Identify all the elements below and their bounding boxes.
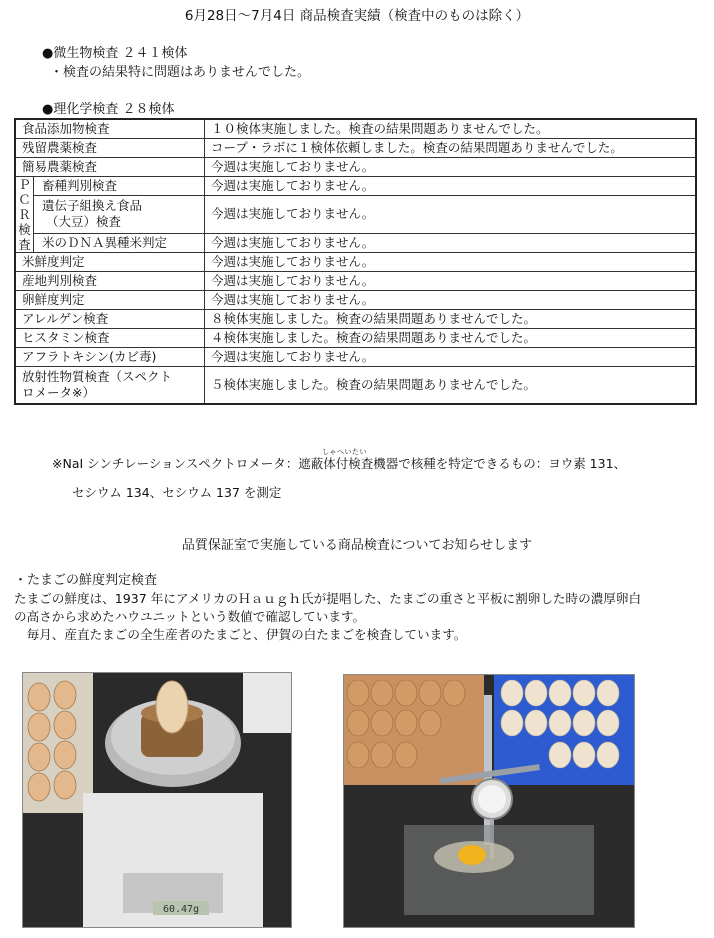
page-title: 6月28日～7月4日 商品検査実績（検査中のものは除く） (184, 8, 530, 24)
item-line: 遺伝子組換え食品 (41, 198, 142, 214)
item-cell: アフラトキシン(カビ毒) (15, 348, 205, 367)
pcr-char: Ｃ (18, 192, 31, 207)
result-cell: 今週は実施しておりません。 (205, 272, 697, 291)
table-row (15, 119, 696, 139)
result-cell: 今週は実施しておりません。 (205, 291, 697, 310)
item-cell: 卵鮮度判定 (15, 291, 205, 310)
table-row (15, 367, 696, 405)
result-cell: 今週は実施しておりません。 (205, 253, 697, 272)
table-row (15, 196, 696, 233)
result-cell: 今週は実施しておりません。 (205, 177, 697, 196)
table-row (15, 177, 696, 196)
result-cell: １０検体実施しました。検査の結果問題ありませんでした。 (205, 119, 697, 139)
table-row (15, 139, 696, 158)
chem-heading: ●理化学検査 ２８検体 (42, 102, 175, 117)
egg-paragraph-line: の高さから求めたハウユニットという数値で確認しています。 (14, 609, 366, 624)
item-cell: 簡易農薬検査 (15, 158, 205, 177)
item-cell: アレルゲン検査 (15, 310, 205, 329)
spectrometer-note: ※NaI シンチレーションスペクトロメータ：遮蔽体付検査機器で核種を特定できるもの：ヨウ素 131、 (52, 456, 627, 471)
inspection-table (14, 118, 697, 405)
table-row (15, 272, 696, 291)
egg-paragraph-line: たまごの鮮度は、1937 年にアメリカのＨａｕｇｈ氏が提唱した、たまごの重さと平板に割卵した時の濃厚卵白 (14, 591, 642, 606)
egg-paragraph-line: 毎月、産直たまごの全生産者のたまごと、伊賀の白たまごを検査しています。 (14, 627, 467, 642)
table-row (15, 329, 696, 348)
item-line: 放射性物質検査（スペクト (22, 369, 173, 384)
item-line: ロメータ※） (22, 385, 95, 400)
furigana: しゃへいたい (322, 448, 367, 456)
item-cell: ヒスタミン検査 (15, 329, 205, 348)
micro-heading: ●微生物検査 ２４１検体 (42, 46, 188, 61)
result-cell: 今週は実施しておりません。 (205, 348, 697, 367)
table-row (15, 310, 696, 329)
item-cell: 米のＤＮＡ異種米判定 (33, 233, 204, 252)
item-line: （大豆）検査 (45, 214, 121, 230)
pcr-char: Ｐ (18, 177, 31, 192)
result-cell: コープ・ラボに１検体依頼しました。検査の結果問題ありませんでした。 (205, 139, 697, 158)
result-cell: 今週は実施しておりません。 (205, 196, 697, 233)
item-cell: 食品添加物検査 (15, 119, 205, 139)
item-cell: 産地判別検査 (15, 272, 205, 291)
pcr-char: Ｒ (18, 207, 31, 222)
micro-result: ・検査の結果特に問題はありませんでした。 (50, 65, 311, 80)
item-cell: 米鮮度判定 (15, 253, 205, 272)
spectrometer-note-cont: セシウム 134、セシウム 137 を測定 (72, 485, 282, 500)
item-cell (33, 196, 204, 233)
table-row (15, 158, 696, 177)
pcr-char: 検 (18, 222, 31, 237)
result-cell: 今週は実施しておりません。 (205, 158, 697, 177)
table-row (15, 253, 696, 272)
table-row (15, 291, 696, 310)
table-row (15, 233, 696, 252)
result-cell: ４検体実施しました。検査の結果問題ありませんでした。 (205, 329, 697, 348)
scale-display: 60.47g (162, 904, 200, 915)
result-cell: ５検体実施しました。検査の結果問題ありませんでした。 (205, 367, 697, 405)
item-cell: 残留農薬検査 (15, 139, 205, 158)
pcr-group-label (15, 177, 33, 253)
table-row (15, 348, 696, 367)
egg-scale-photo (22, 672, 292, 928)
pcr-char: 査 (18, 237, 31, 252)
egg-heading: ・たまごの鮮度判定検査 (14, 573, 158, 588)
haugh-gauge-photo (343, 674, 635, 928)
item-cell (15, 367, 205, 405)
result-cell: 今週は実施しておりません。 (205, 233, 697, 252)
item-cell: 畜種判別検査 (33, 177, 204, 196)
result-cell: ８検体実施しました。検査の結果問題ありませんでした。 (205, 310, 697, 329)
announcement: 品質保証室で実施している商品検査についてお知らせします (181, 538, 533, 553)
